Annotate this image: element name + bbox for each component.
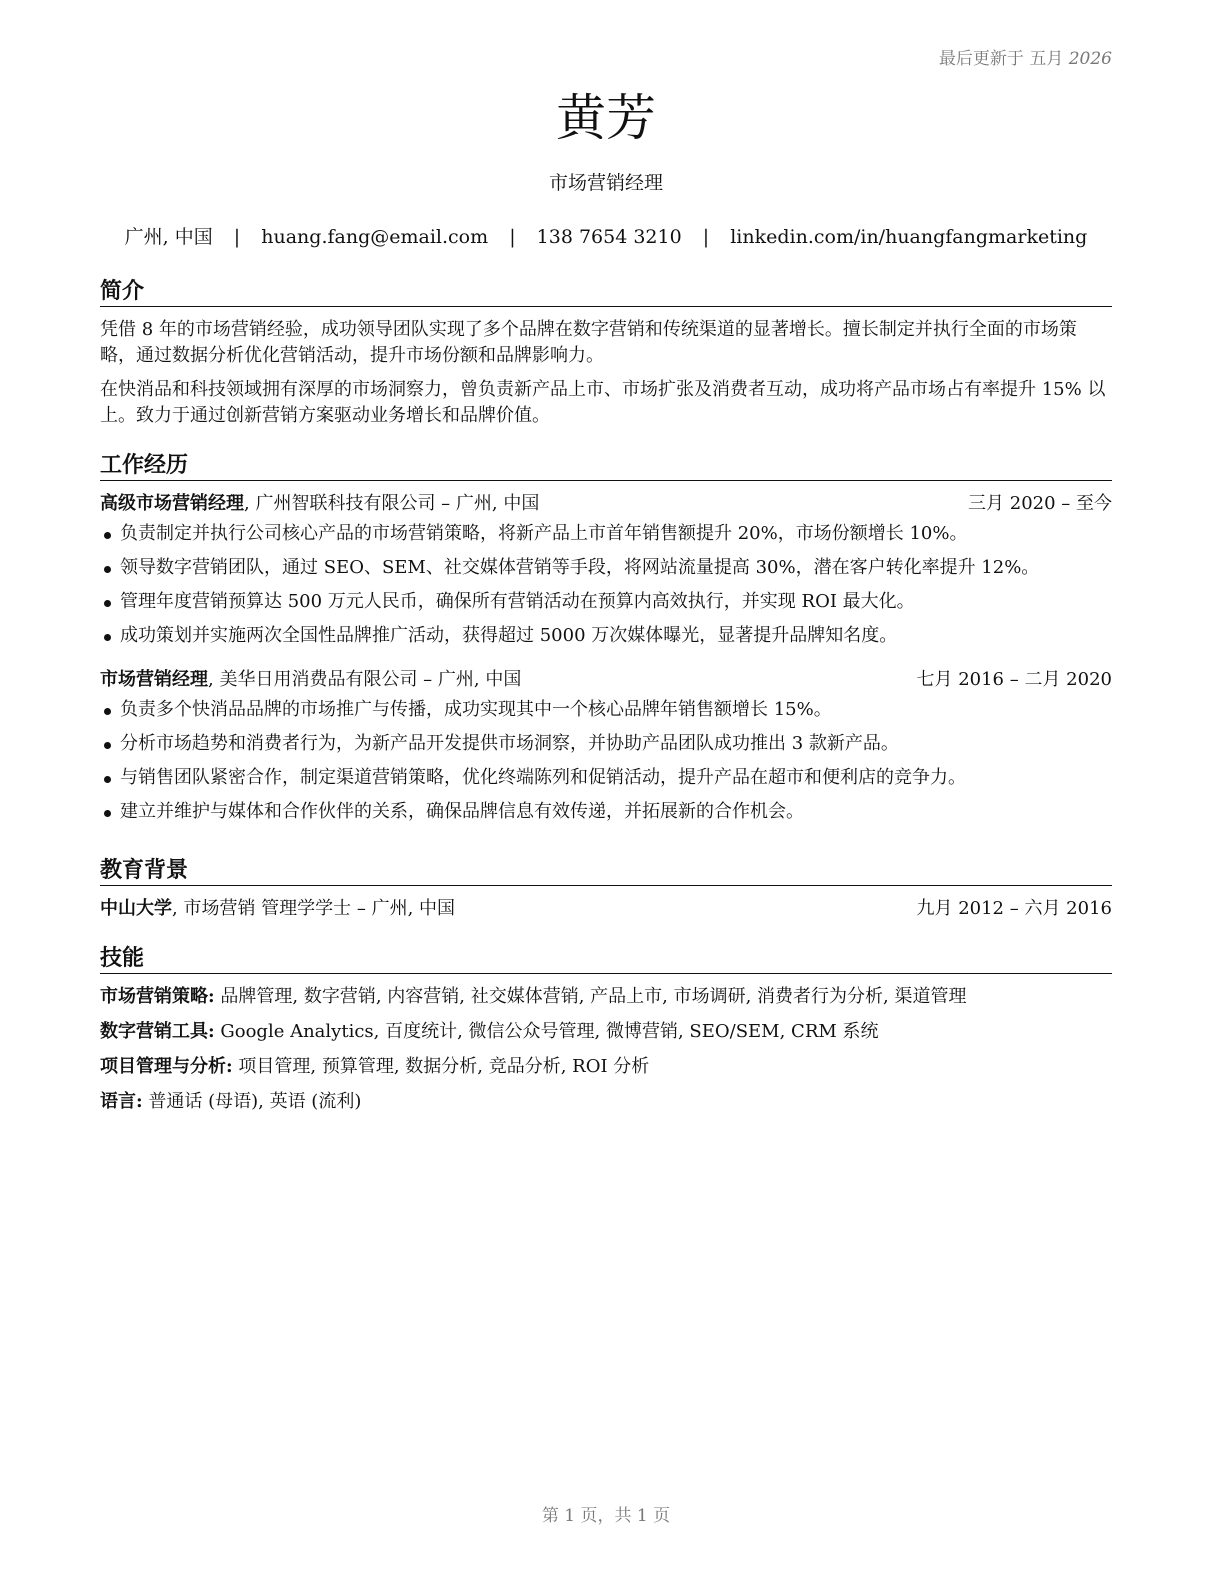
education-section	[100, 857, 1112, 922]
contact-separator: |	[509, 226, 516, 248]
contact-linkedin[interactable]: linkedin.com/in/huangfangmarketing	[730, 226, 1088, 248]
skills-section	[100, 945, 1112, 1124]
contact-location: 广州, 中国	[124, 226, 213, 248]
job-dates: 七月 2016 – 二月 2020	[916, 669, 1112, 690]
summary-heading: 简介	[100, 278, 1112, 307]
candidate-name: 黄芳	[556, 89, 656, 147]
page-number: 第 1 页，共 1 页	[541, 1506, 671, 1526]
resume-page	[100, 0, 1112, 1584]
contact-phone: 138 7654 3210	[536, 226, 682, 248]
skill-row	[100, 1019, 1112, 1045]
contact-separator: |	[233, 226, 241, 248]
education-detail: , 市场营销 管理学学士 – 广州, 中国	[172, 898, 456, 919]
last-updated-prefix: 最后更新于 五月	[938, 49, 1064, 69]
job-bullets	[100, 521, 1112, 649]
skill-label: 市场营销策略:	[100, 986, 215, 1007]
last-updated	[939, 44, 1112, 69]
contact-line	[100, 224, 1112, 250]
summary-paragraph: 在快消品和科技领域拥有深厚的市场洞察力，曾负责新产品上市、市场扩张及消费者互动，成功将产品市场占有率提升 15% 以上。致力于通过创新营销方案驱动业务增长和品牌价值。	[100, 379, 1106, 426]
skill-value: 品牌管理, 数字营销, 内容营销, 社交媒体营销, 产品上市, 市场调研, 消费者行为分析, 渠道管理	[214, 986, 967, 1007]
contact-separator: |	[702, 226, 710, 248]
skill-row	[100, 1054, 1112, 1080]
skill-label: 项目管理与分析:	[100, 1056, 233, 1077]
job-bullet: 建立并维护与媒体和合作伙伴的关系，确保品牌信息有效传递，并拓展新的合作机会。	[100, 799, 1112, 825]
job-bullets	[100, 697, 1112, 825]
job-header	[100, 667, 1112, 693]
job-entry	[100, 491, 1112, 649]
job-header	[100, 491, 1112, 517]
summary-section	[100, 278, 1112, 437]
job-bullet: 成功策划并实施两次全国性品牌推广活动，获得超过 5000 万次媒体曝光，显著提升品牌知名度。	[100, 623, 1112, 649]
job-org: , 美华日用消费品有限公司 – 广州, 中国	[208, 669, 522, 690]
education-dates: 九月 2012 – 六月 2016	[916, 898, 1112, 919]
skill-label: 语言:	[100, 1091, 143, 1112]
skill-row	[100, 984, 1112, 1010]
job-org: , 广州智联科技有限公司 – 广州, 中国	[244, 493, 540, 514]
skill-row	[100, 1089, 1112, 1115]
job-role: 高级市场营销经理	[100, 493, 244, 514]
job-role: 市场营销经理	[100, 669, 208, 690]
job-bullet: 领导数字营销团队，通过 SEO、SEM、社交媒体营销等手段，将网站流量提高 30%，潜在客户转化率提升 12%。	[100, 555, 1112, 581]
job-bullet: 管理年度营销预算达 500 万元人民币，确保所有营销活动在预算内高效执行，并实现 ROI 最大化。	[100, 589, 1112, 615]
summary-paragraph: 凭借 8 年的市场营销经验，成功领导团队实现了多个品牌在数字营销和传统渠道的显著增长。擅长制定并执行全面的市场策略，通过数据分析优化营销活动，提升市场份额和品牌影响力。	[100, 319, 1077, 366]
job-bullet: 与销售团队紧密合作，制定渠道营销策略，优化终端陈列和促销活动，提升产品在超市和便利店的竞争力。	[100, 765, 1112, 791]
job-dates: 三月 2020 – 至今	[968, 493, 1112, 514]
job-bullet: 负责多个快消品品牌的市场推广与传播，成功实现其中一个核心品牌年销售额增长 15%。	[100, 697, 1112, 723]
experience-section	[100, 452, 1112, 843]
skill-value: 普通话 (母语), 英语 (流利)	[142, 1091, 362, 1112]
education-school: 中山大学	[100, 898, 172, 919]
skills-heading: 技能	[100, 945, 1112, 974]
experience-heading: 工作经历	[100, 452, 1112, 481]
skill-value: 项目管理, 预算管理, 数据分析, 竞品分析, ROI 分析	[232, 1056, 650, 1077]
job-bullet: 负责制定并执行公司核心产品的市场营销策略，将新产品上市首年销售额提升 20%，市场份额增长 10%。	[100, 521, 1112, 547]
job-entry	[100, 667, 1112, 825]
last-updated-year: 2026	[1068, 49, 1112, 69]
skill-value: Google Analytics, 百度统计, 微信公众号管理, 微博营销, SEO/SEM, CRM 系统	[214, 1021, 879, 1042]
contact-email[interactable]: huang.fang@email.com	[261, 226, 489, 248]
education-heading: 教育背景	[100, 857, 1112, 886]
skill-label: 数字营销工具:	[100, 1021, 215, 1042]
education-entry	[100, 896, 1112, 922]
candidate-headline: 市场营销经理	[548, 172, 663, 194]
job-bullet: 分析市场趋势和消费者行为，为新产品开发提供市场洞察，并协助产品团队成功推出 3 款新产品。	[100, 731, 1112, 757]
